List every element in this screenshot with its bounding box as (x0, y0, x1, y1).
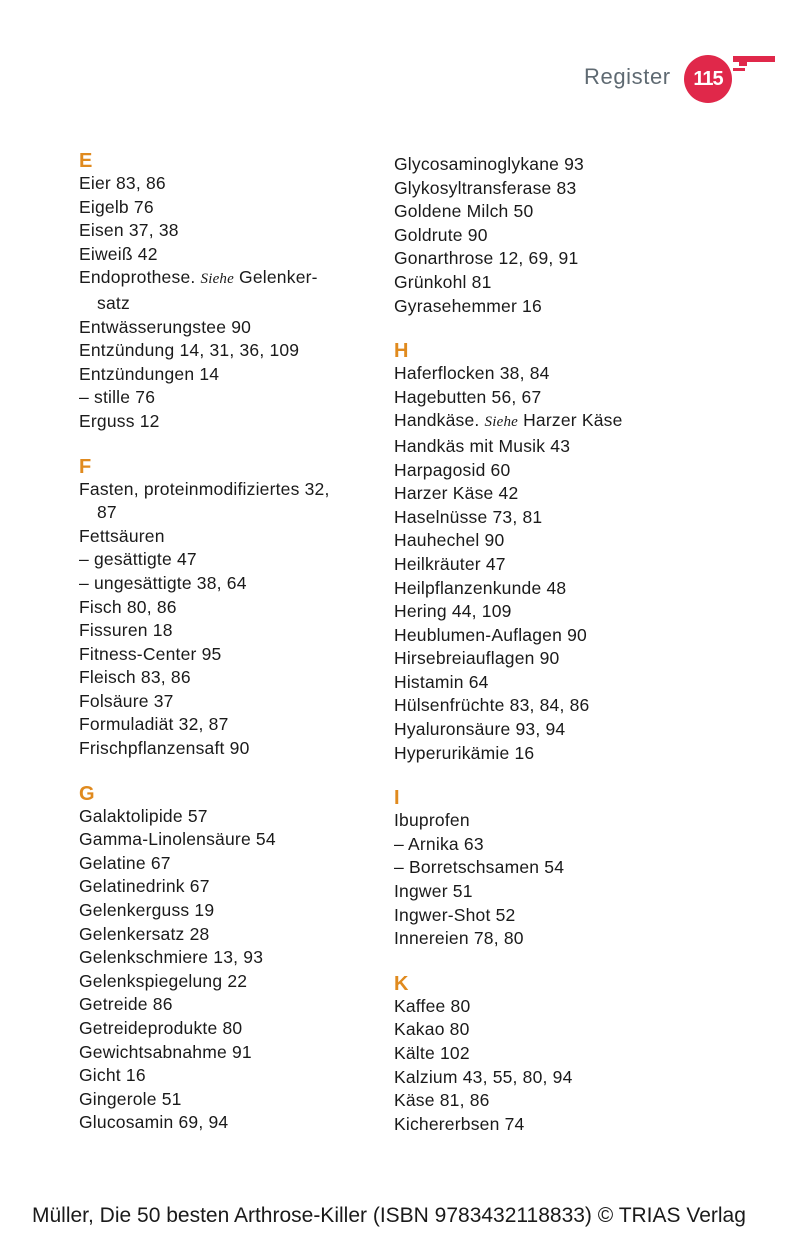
section-letter: H (394, 340, 409, 363)
index-entry (79, 196, 399, 220)
section-spacer (394, 318, 714, 340)
entry-text: Fleisch 83, 86 (79, 667, 191, 688)
index-entry (79, 525, 399, 549)
index-entry (394, 904, 714, 928)
entry-text: Hyperurikämie 16 (394, 742, 535, 763)
index-entry (394, 577, 714, 601)
see-target: Harzer Käse (518, 410, 623, 431)
entry-text: Hauhechel 90 (394, 530, 505, 551)
entry-text: Ingwer-Shot 52 (394, 904, 516, 925)
index-entry (394, 506, 714, 530)
index-entry (394, 600, 714, 624)
index-entry (394, 833, 714, 857)
index-entry (79, 243, 399, 267)
entry-text: Histamin 64 (394, 671, 489, 692)
entry-text: Gelatine 67 (79, 852, 171, 873)
running-head-title: Register (584, 64, 671, 89)
index-entry (394, 624, 714, 648)
page-number-badge (684, 55, 732, 103)
index-entry (394, 224, 714, 248)
entry-text: Formuladiät 32, 87 (79, 714, 229, 735)
index-entry (394, 435, 714, 459)
see-reference: Siehe (484, 414, 519, 431)
index-entry (79, 1064, 399, 1088)
index-section (79, 150, 399, 434)
index-entry (79, 172, 399, 196)
index-entry (79, 946, 399, 970)
index-entry (79, 805, 399, 829)
index-section (394, 973, 714, 1137)
entry-text: Fissuren 18 (79, 620, 173, 641)
index-section (79, 783, 399, 1135)
index-entry (79, 548, 399, 572)
entry-term: Endoprothese. (79, 267, 201, 288)
index-entry (79, 737, 399, 761)
entry-text: Galaktolipide 57 (79, 805, 208, 826)
entry-text: – gesättigte 47 (79, 549, 197, 570)
entry-text: Handkäs mit Musik 43 (394, 435, 571, 456)
entry-text: Goldene Milch 50 (394, 201, 534, 222)
index-column-left (79, 150, 399, 1135)
index-entry (79, 339, 399, 363)
index-entry (79, 666, 399, 690)
entry-text: – Borretschsamen 54 (394, 857, 565, 878)
section-letter: F (79, 455, 92, 478)
index-entry (79, 970, 399, 994)
entry-continuation: satz (97, 292, 130, 313)
index-entry (79, 1041, 399, 1065)
entry-text: Harpagosid 60 (394, 459, 511, 480)
entry-text: Gewichtsabnahme 91 (79, 1041, 252, 1062)
entry-text: Eier 83, 86 (79, 173, 166, 193)
entry-text: Entwässerungstee 90 (79, 316, 252, 337)
entry-text: Gamma-Linolensäure 54 (79, 829, 276, 850)
index-entry (394, 1018, 714, 1042)
index-entry (79, 852, 399, 876)
entry-text: Eiweiß 42 (79, 243, 158, 264)
entry-text: Ibuprofen (394, 810, 470, 831)
index-entry (79, 596, 399, 620)
entry-text: Fitness-Center 95 (79, 643, 222, 664)
see-target: Gelenker- (233, 267, 318, 288)
entry-text: Eigelb 76 (79, 196, 154, 217)
section-letter: E (79, 150, 93, 172)
index-entry (394, 742, 714, 766)
index-entry (394, 1089, 714, 1113)
index-entry (394, 459, 714, 483)
index-column-right (394, 153, 714, 1136)
section-spacer (79, 761, 399, 783)
entry-text: Haferflocken 38, 84 (394, 363, 550, 384)
index-entry (394, 153, 714, 177)
entry-text: Hirsebreiauflagen 90 (394, 648, 560, 669)
entry-text: Entzündung 14, 31, 36, 109 (79, 340, 300, 361)
index-entry (394, 927, 714, 951)
entry-text: Käse 81, 86 (394, 1090, 490, 1111)
index-entry (79, 1017, 399, 1041)
entry-text: Kaffee 80 (394, 995, 471, 1016)
index-entry (79, 690, 399, 714)
index-entry (79, 266, 399, 315)
index-entry (79, 316, 399, 340)
entry-text: Ingwer 51 (394, 881, 473, 902)
entry-text: – stille 76 (79, 387, 156, 408)
index-entry (394, 386, 714, 410)
entry-text: Hering 44, 109 (394, 601, 512, 622)
entry-text: Grünkohl 81 (394, 271, 492, 292)
index-section (394, 340, 714, 765)
entry-text: Glykosyltransferase 83 (394, 177, 577, 198)
section-spacer (394, 765, 714, 787)
entry-text: Kichererbsen 74 (394, 1113, 525, 1134)
index-entry (394, 177, 714, 201)
index-entry (394, 295, 714, 319)
index-entry (394, 247, 714, 271)
entry-text: Hülsenfrüchte 83, 84, 86 (394, 695, 590, 716)
index-entry (394, 880, 714, 904)
index-entry (394, 200, 714, 224)
index-entry (394, 856, 714, 880)
entry-text: Harzer Käse 42 (394, 483, 519, 504)
entry-text: Glucosamin 69, 94 (79, 1112, 229, 1133)
index-entry (394, 1113, 714, 1137)
index-entry (79, 478, 399, 525)
section-spacer (79, 434, 399, 456)
entry-text: Goldrute 90 (394, 224, 488, 245)
entry-text: Kalzium 43, 55, 80, 94 (394, 1066, 573, 1087)
index-section (394, 153, 714, 318)
entry-text: Gelenkersatz 28 (79, 923, 210, 944)
index-entry (79, 875, 399, 899)
entry-text: Gicht 16 (79, 1065, 146, 1086)
index-entry (79, 410, 399, 434)
index-entry (394, 1066, 714, 1090)
entry-text: Heilkräuter 47 (394, 553, 506, 574)
index-entry (394, 553, 714, 577)
index-entry (394, 362, 714, 386)
entry-text: Fisch 80, 86 (79, 596, 177, 617)
index-entry (394, 995, 714, 1019)
entry-text: Frischpflanzensaft 90 (79, 738, 250, 759)
index-entry (79, 363, 399, 387)
entry-continuation: 87 (97, 502, 117, 523)
entry-text: Gelenkerguss 19 (79, 900, 215, 921)
entry-text: Getreideprodukte 80 (79, 1018, 243, 1038)
index-entry (79, 643, 399, 667)
index-entry (79, 828, 399, 852)
index-entry (394, 671, 714, 695)
entry-text: Gyrasehemmer 16 (394, 295, 542, 316)
entry-text: Kälte 102 (394, 1043, 470, 1063)
index-entry (394, 718, 714, 742)
section-letter: K (394, 972, 409, 995)
index-entry (394, 809, 714, 833)
entry-text: Hyaluronsäure 93, 94 (394, 719, 566, 740)
index-entry (394, 529, 714, 553)
entry-text: Heublumen-Auflagen 90 (394, 624, 587, 645)
entry-text: Gelatinedrink 67 (79, 876, 210, 897)
index-entry (79, 572, 399, 596)
index-entry (394, 1042, 714, 1066)
index-entry (394, 271, 714, 295)
entry-text: Gelenkschmiere 13, 93 (79, 947, 264, 968)
index-entry (79, 713, 399, 737)
entry-text: Glycosaminoglykane 93 (394, 154, 584, 174)
index-entry (79, 1111, 399, 1135)
entry-text: Heilpflanzenkunde 48 (394, 577, 567, 598)
entry-text: Hagebutten 56, 67 (394, 386, 542, 407)
index-entry (79, 993, 399, 1017)
entry-text: Gonarthrose 12, 69, 91 (394, 248, 579, 269)
copyright-footer: Müller, Die 50 besten Arthrose-Killer (ISBN 9783432118833) © TRIAS Verlag (32, 1204, 746, 1227)
entry-text: Gelenkspiegelung 22 (79, 970, 248, 991)
index-entry (394, 482, 714, 506)
entry-term: Handkäse. (394, 410, 485, 431)
entry-text: – ungesättigte 38, 64 (79, 572, 247, 593)
entry-text: – Arnika 63 (394, 833, 484, 854)
entry-text: Haselnüsse 73, 81 (394, 506, 543, 527)
entry-text: Fettsäuren (79, 525, 165, 546)
see-reference: Siehe (200, 271, 234, 288)
index-entry (394, 694, 714, 718)
entry-text: Entzündungen 14 (79, 363, 220, 384)
entry-text: Gingerole 51 (79, 1088, 182, 1109)
entry-text: Innereien 78, 80 (394, 928, 524, 949)
index-entry (79, 619, 399, 643)
trias-flag-logo-icon (731, 52, 777, 76)
index-entry (79, 899, 399, 923)
index-section (394, 787, 714, 951)
entry-text: Fasten, proteinmodifiziertes 32, (79, 478, 330, 499)
index-entry (79, 923, 399, 947)
index-entry (79, 219, 399, 243)
index-entry (79, 386, 399, 410)
entry-text: Eisen 37, 38 (79, 220, 179, 241)
section-letter: I (394, 787, 400, 810)
entry-text: Folsäure 37 (79, 690, 174, 711)
page-number: 115 (693, 67, 723, 90)
index-entry (79, 1088, 399, 1112)
section-spacer (394, 951, 714, 973)
entry-text: Erguss 12 (79, 410, 160, 431)
entry-text: Getreide 86 (79, 994, 173, 1015)
entry-text: Kakao 80 (394, 1019, 470, 1040)
section-letter: G (79, 782, 95, 805)
index-section (79, 456, 399, 761)
index-entry (394, 647, 714, 671)
index-entry (394, 409, 714, 435)
